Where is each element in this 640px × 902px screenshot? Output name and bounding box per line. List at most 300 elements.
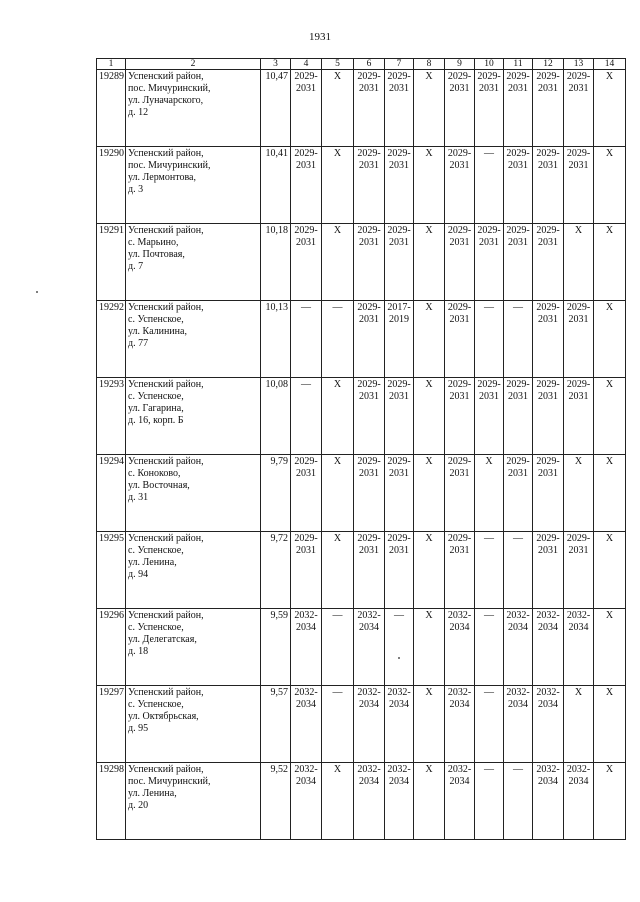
period-line: 2029- (357, 71, 381, 82)
period-cell-col-10 (475, 455, 504, 532)
period-line: 2029- (447, 148, 472, 159)
table-row (97, 70, 626, 147)
period-line: 2031 (389, 468, 409, 479)
period-line: Х (333, 225, 342, 236)
period-line: 2031 (538, 83, 558, 94)
period-cell-col-6 (354, 532, 385, 609)
address-line: Успенский район, (128, 687, 204, 698)
period-cell-col-6 (354, 147, 385, 224)
address-line: Успенский район, (128, 148, 204, 159)
column-number-14: 14 (594, 59, 626, 70)
period-cell-col-10 (475, 378, 504, 455)
address-line: ул. Калинина, (128, 326, 187, 337)
address-line: д. 94 (128, 569, 149, 580)
address-line: Успенский район, (128, 764, 204, 775)
period-cell-col-4 (291, 609, 322, 686)
period-line: Х (605, 225, 614, 236)
period-line: 2031 (389, 83, 409, 94)
period-line: 2029- (387, 225, 411, 236)
period-line: 2029- (294, 456, 318, 467)
period-cell-col-11 (504, 301, 533, 378)
period-line: 2031 (296, 468, 316, 479)
period-line: 2031 (359, 237, 379, 248)
period-line: — (513, 764, 523, 775)
period-line: — (332, 302, 343, 313)
period-cell-col-5 (322, 301, 354, 378)
address-line: д. 16, корп. Б (128, 415, 184, 426)
period-line: Х (425, 225, 433, 236)
period-cell-col-9 (445, 378, 475, 455)
address-line: ул. Луначарского, (128, 95, 204, 106)
period-cell-col-9 (445, 686, 475, 763)
period-line: 2032- (357, 687, 381, 698)
period-cell-col-10 (475, 532, 504, 609)
address-cell (126, 224, 261, 301)
period-line: 2031 (508, 391, 528, 402)
period-line: 2031 (538, 545, 558, 556)
period-line: 2034 (296, 622, 316, 633)
period-cell-col-8 (414, 70, 445, 147)
period-line: 2029- (387, 533, 411, 544)
period-cell-col-5 (322, 70, 354, 147)
period-line: 2029- (566, 71, 591, 82)
period-line: 2029- (506, 225, 530, 236)
record-number: 19294 (97, 455, 126, 532)
period-line: — (513, 302, 523, 313)
address-line: с. Успенское, (128, 391, 184, 402)
period-line: 2029- (477, 71, 501, 82)
column-number-1: 1 (97, 59, 126, 70)
period-cell-col-7 (385, 378, 414, 455)
address-line: д. 20 (128, 800, 149, 811)
period-line: 2034 (508, 622, 528, 633)
period-cell-col-8 (414, 147, 445, 224)
period-line: 2031 (449, 391, 470, 402)
address-line: ул. Делегатская, (128, 634, 197, 645)
period-cell-col-4 (291, 378, 322, 455)
period-line: 2031 (449, 468, 470, 479)
period-line: Х (605, 379, 614, 390)
period-line: 2029- (506, 456, 530, 467)
period-cell-col-9 (445, 455, 475, 532)
period-cell-col-11 (504, 609, 533, 686)
address-line: ул. Ленина, (128, 788, 177, 799)
period-cell-col-11 (504, 378, 533, 455)
address-cell (126, 763, 261, 840)
period-line: 2029- (536, 302, 560, 313)
period-line: 2031 (359, 83, 379, 94)
period-cell-col-13 (564, 763, 594, 840)
period-line: — (394, 610, 404, 621)
period-cell-col-4 (291, 224, 322, 301)
address-line: ул. Лермонтова, (128, 172, 196, 183)
period-cell-col-6 (354, 378, 385, 455)
period-line: 2029- (536, 225, 560, 236)
scan-speck (398, 657, 400, 659)
period-line: 2029- (536, 379, 560, 390)
period-line: Х (425, 533, 433, 544)
period-cell-col-9 (445, 763, 475, 840)
period-cell-col-12 (533, 532, 564, 609)
period-line: 2029- (447, 71, 472, 82)
period-cell-col-5 (322, 455, 354, 532)
period-cell-col-8 (414, 378, 445, 455)
period-line: 2031 (538, 237, 558, 248)
table-row (97, 301, 626, 378)
table-row (97, 378, 626, 455)
column-number-12: 12 (533, 59, 564, 70)
period-line: 2032- (357, 764, 381, 775)
period-line: 2029- (294, 148, 318, 159)
area-value: 10,41 (261, 147, 291, 224)
address-line: с. Успенское, (128, 622, 184, 633)
period-line: Х (425, 302, 433, 313)
period-line: 2031 (479, 391, 499, 402)
period-line: 2031 (568, 314, 589, 325)
period-cell-col-14 (594, 609, 626, 686)
period-line: 2029- (506, 71, 530, 82)
period-line: Х (605, 456, 614, 467)
area-value: 10,47 (261, 70, 291, 147)
period-line: 2031 (568, 83, 589, 94)
period-line: Х (333, 764, 342, 775)
period-line: 2031 (479, 237, 499, 248)
scan-speck (36, 291, 38, 293)
period-cell-col-12 (533, 686, 564, 763)
period-line: 2031 (479, 83, 499, 94)
period-line: 2019 (389, 314, 409, 325)
address-line: Успенский район, (128, 302, 204, 313)
period-line: 2029- (477, 379, 501, 390)
period-line: Х (333, 71, 342, 82)
column-number-2: 2 (126, 59, 261, 70)
record-number: 19290 (97, 147, 126, 224)
period-line: Х (605, 148, 614, 159)
period-line: — (484, 687, 494, 698)
period-line: 2032- (294, 764, 318, 775)
period-cell-col-10 (475, 609, 504, 686)
period-line: 2032- (506, 687, 530, 698)
record-number: 19292 (97, 301, 126, 378)
address-cell (126, 301, 261, 378)
period-line: 2029- (357, 533, 381, 544)
table-row (97, 763, 626, 840)
period-line: 2029- (294, 71, 318, 82)
area-value: 9,52 (261, 763, 291, 840)
address-line: Успенский район, (128, 610, 204, 621)
period-line: Х (333, 148, 342, 159)
period-cell-col-11 (504, 532, 533, 609)
address-line: д. 77 (128, 338, 149, 349)
period-line: Х (425, 71, 433, 82)
period-line: 2032- (566, 764, 591, 775)
period-line: 2031 (389, 160, 409, 171)
period-line: 2029- (566, 379, 591, 390)
period-cell-col-7 (385, 70, 414, 147)
record-number: 19298 (97, 763, 126, 840)
period-line: 2031 (508, 468, 528, 479)
period-cell-col-4 (291, 70, 322, 147)
period-cell-col-7 (385, 224, 414, 301)
record-number: 19295 (97, 532, 126, 609)
period-cell-col-10 (475, 686, 504, 763)
period-cell-col-5 (322, 686, 354, 763)
period-line: 2032- (387, 764, 411, 775)
period-cell-col-12 (533, 763, 564, 840)
period-line: 2029- (536, 456, 560, 467)
address-cell (126, 70, 261, 147)
period-line: Х (425, 456, 433, 467)
address-cell (126, 686, 261, 763)
period-line: 2029- (447, 302, 472, 313)
period-line: 2034 (389, 776, 409, 787)
period-cell-col-8 (414, 609, 445, 686)
period-line: — (484, 302, 494, 313)
period-cell-col-9 (445, 301, 475, 378)
period-line: — (484, 533, 494, 544)
period-line: 2032- (447, 610, 472, 621)
period-line: Х (425, 764, 433, 775)
column-number-4: 4 (291, 59, 322, 70)
period-line: 2032- (566, 610, 591, 621)
period-line: — (484, 610, 494, 621)
period-line: 2031 (449, 160, 470, 171)
period-line: 2034 (359, 699, 379, 710)
period-cell-col-11 (504, 147, 533, 224)
period-line: 2029- (477, 225, 501, 236)
period-line: 2031 (508, 83, 528, 94)
period-line: 2032- (536, 764, 560, 775)
period-line: 2031 (449, 83, 470, 94)
period-line: Х (485, 456, 493, 467)
period-line: Х (605, 71, 614, 82)
period-cell-col-7 (385, 301, 414, 378)
period-line: 2031 (449, 545, 470, 556)
period-line: 2031 (568, 545, 589, 556)
period-line: 2031 (508, 237, 528, 248)
address-line: с. Успенское, (128, 699, 184, 710)
period-cell-col-6 (354, 609, 385, 686)
period-cell-col-14 (594, 70, 626, 147)
period-line: 2034 (449, 699, 470, 710)
period-cell-col-11 (504, 763, 533, 840)
period-line: 2032- (294, 687, 318, 698)
period-line: 2029- (447, 533, 472, 544)
address-cell (126, 532, 261, 609)
period-line: 2017- (387, 302, 411, 313)
period-cell-col-14 (594, 147, 626, 224)
period-line: 2032- (387, 687, 411, 698)
period-line: 2029- (294, 225, 318, 236)
period-line: 2032- (447, 764, 472, 775)
address-line: ул. Гагарина, (128, 403, 184, 414)
area-value: 10,13 (261, 301, 291, 378)
period-line: 2031 (359, 391, 379, 402)
period-cell-col-9 (445, 147, 475, 224)
period-line: Х (574, 225, 583, 236)
column-number-13: 13 (564, 59, 594, 70)
period-cell-col-4 (291, 147, 322, 224)
period-line: 2032- (447, 687, 472, 698)
period-line: 2031 (296, 237, 316, 248)
period-cell-col-9 (445, 609, 475, 686)
period-line: Х (605, 764, 614, 775)
period-line: 2034 (568, 622, 589, 633)
period-line: Х (425, 148, 433, 159)
period-line: 2031 (389, 391, 409, 402)
period-cell-col-8 (414, 763, 445, 840)
table-row (97, 147, 626, 224)
period-line: 2032- (536, 687, 560, 698)
address-line: пос. Мичуринский, (128, 160, 211, 171)
period-line: 2029- (387, 456, 411, 467)
address-line: Успенский район, (128, 456, 204, 467)
address-line: д. 18 (128, 646, 149, 657)
period-line: — (484, 148, 494, 159)
period-cell-col-8 (414, 455, 445, 532)
period-line: Х (333, 456, 342, 467)
address-line: Успенский район, (128, 71, 204, 82)
period-line: 2034 (296, 699, 316, 710)
period-line: 2031 (296, 83, 316, 94)
period-cell-col-7 (385, 455, 414, 532)
period-line: 2034 (538, 622, 558, 633)
period-line: 2034 (508, 699, 528, 710)
address-line: с. Коноково, (128, 468, 181, 479)
period-line: 2031 (508, 160, 528, 171)
period-line: 2031 (538, 314, 558, 325)
period-line: 2034 (538, 699, 558, 710)
period-cell-col-7 (385, 763, 414, 840)
period-line: 2031 (538, 160, 558, 171)
period-cell-col-12 (533, 609, 564, 686)
period-line: — (301, 379, 311, 390)
period-cell-col-11 (504, 686, 533, 763)
period-line: 2031 (538, 391, 558, 402)
period-line: 2031 (359, 314, 379, 325)
period-line: Х (574, 456, 583, 467)
period-cell-col-6 (354, 686, 385, 763)
period-cell-col-9 (445, 224, 475, 301)
column-number-3: 3 (261, 59, 291, 70)
period-cell-col-13 (564, 224, 594, 301)
period-line: Х (605, 687, 614, 698)
address-cell (126, 378, 261, 455)
column-number-9: 9 (445, 59, 475, 70)
period-line: 2029- (536, 148, 560, 159)
period-cell-col-14 (594, 532, 626, 609)
period-cell-col-12 (533, 147, 564, 224)
period-cell-col-14 (594, 378, 626, 455)
period-cell-col-11 (504, 224, 533, 301)
period-cell-col-5 (322, 147, 354, 224)
period-line: 2029- (566, 302, 591, 313)
period-line: 2029- (536, 533, 560, 544)
table-row (97, 686, 626, 763)
period-cell-col-14 (594, 763, 626, 840)
period-cell-col-6 (354, 763, 385, 840)
period-line: 2029- (536, 71, 560, 82)
table-row (97, 609, 626, 686)
period-line: 2034 (389, 699, 409, 710)
period-line: 2032- (506, 610, 530, 621)
period-line: 2029- (447, 456, 472, 467)
period-cell-col-5 (322, 378, 354, 455)
address-cell (126, 609, 261, 686)
period-line: 2031 (296, 545, 316, 556)
period-cell-col-13 (564, 609, 594, 686)
period-line: 2031 (359, 545, 379, 556)
table-body (97, 59, 626, 840)
area-value: 9,72 (261, 532, 291, 609)
address-line: ул. Октябрьская, (128, 711, 199, 722)
table-row (97, 532, 626, 609)
period-cell-col-12 (533, 455, 564, 532)
period-cell-col-14 (594, 301, 626, 378)
period-cell-col-13 (564, 70, 594, 147)
column-number-10: 10 (475, 59, 504, 70)
period-cell-col-12 (533, 224, 564, 301)
address-line: д. 7 (128, 261, 144, 272)
column-number-6: 6 (354, 59, 385, 70)
period-cell-col-6 (354, 455, 385, 532)
period-line: 2029- (357, 225, 381, 236)
period-line: 2029- (387, 71, 411, 82)
period-cell-col-14 (594, 686, 626, 763)
record-number: 19293 (97, 378, 126, 455)
period-cell-col-7 (385, 147, 414, 224)
column-number-5: 5 (322, 59, 354, 70)
period-cell-col-4 (291, 686, 322, 763)
address-line: Успенский район, (128, 533, 204, 544)
period-cell-col-6 (354, 301, 385, 378)
period-line: 2034 (296, 776, 316, 787)
period-line: — (513, 533, 523, 544)
record-number: 19296 (97, 609, 126, 686)
period-cell-col-8 (414, 224, 445, 301)
period-cell-col-4 (291, 301, 322, 378)
address-line: с. Марьино, (128, 237, 179, 248)
period-line: 2029- (357, 148, 381, 159)
address-line: д. 31 (128, 492, 149, 503)
record-number: 19289 (97, 70, 126, 147)
period-cell-col-10 (475, 147, 504, 224)
period-line: 2034 (359, 776, 379, 787)
period-line: 2031 (389, 545, 409, 556)
period-line: — (301, 302, 311, 313)
period-line: 2031 (568, 160, 589, 171)
period-line: 2029- (566, 533, 591, 544)
address-line: Успенский район, (128, 379, 204, 390)
period-line: Х (425, 687, 433, 698)
period-line: — (332, 610, 343, 621)
period-line: 2034 (449, 622, 470, 633)
period-cell-col-5 (322, 224, 354, 301)
period-line: Х (574, 687, 583, 698)
address-line: пос. Мичуринский, (128, 83, 211, 94)
period-line: 2031 (359, 160, 379, 171)
period-line: 2029- (447, 379, 472, 390)
period-line: Х (605, 533, 614, 544)
period-cell-col-8 (414, 686, 445, 763)
address-cell (126, 455, 261, 532)
period-line: Х (425, 610, 433, 621)
period-line: 2029- (357, 456, 381, 467)
address-line: д. 3 (128, 184, 144, 195)
period-line: 2029- (294, 533, 318, 544)
period-cell-col-11 (504, 70, 533, 147)
column-number-8: 8 (414, 59, 445, 70)
